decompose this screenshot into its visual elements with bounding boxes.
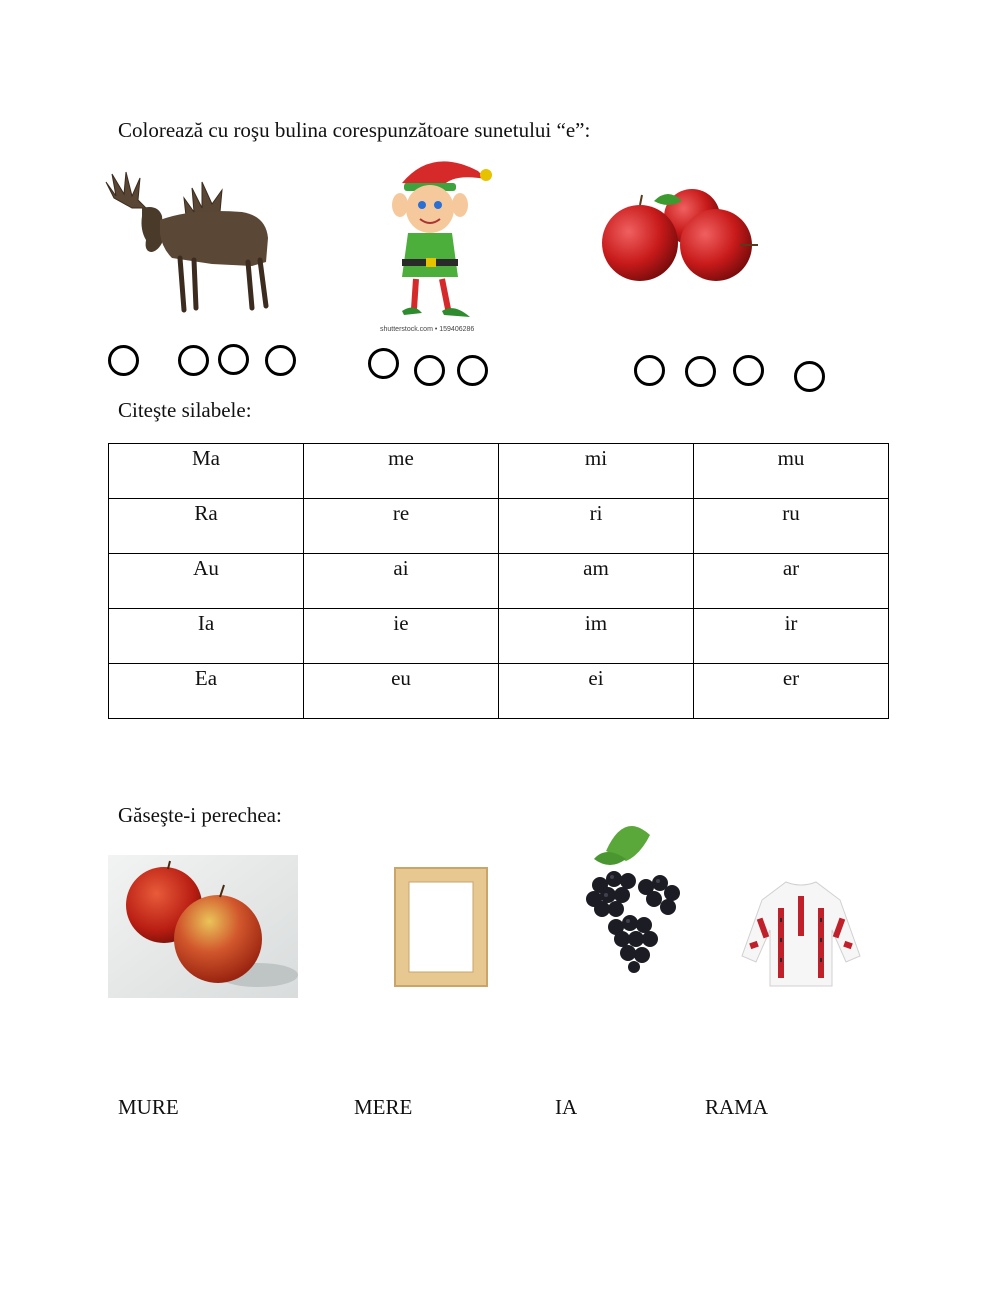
circle-moose-1[interactable] bbox=[108, 345, 139, 376]
table-cell: ei bbox=[499, 664, 694, 719]
table-cell: Au bbox=[109, 554, 304, 609]
circle-elf-1[interactable] bbox=[368, 348, 399, 379]
circle-moose-2[interactable] bbox=[178, 345, 209, 376]
table-cell: Ea bbox=[109, 664, 304, 719]
apples-photo-icon[interactable] bbox=[108, 855, 298, 998]
blackberries-photo-icon[interactable] bbox=[566, 815, 688, 975]
table-row bbox=[109, 444, 889, 499]
circle-elf-2[interactable] bbox=[414, 355, 445, 386]
table-cell: im bbox=[499, 609, 694, 664]
circle-apples-2[interactable] bbox=[685, 356, 716, 387]
table-cell: Ia bbox=[109, 609, 304, 664]
table-cell: am bbox=[499, 554, 694, 609]
table-cell: ie bbox=[304, 609, 499, 664]
table-row bbox=[109, 609, 889, 664]
elf-icon bbox=[382, 153, 494, 325]
watermark-text: shutterstock.com • 159406286 bbox=[380, 326, 475, 333]
table-cell: mi bbox=[499, 444, 694, 499]
circle-apples-1[interactable] bbox=[634, 355, 665, 386]
table-cell: ir bbox=[694, 609, 889, 664]
word-mere[interactable]: MERE bbox=[354, 1095, 413, 1119]
frame-photo-icon[interactable] bbox=[385, 860, 497, 990]
circle-apples-3[interactable] bbox=[733, 355, 764, 386]
table-cell: er bbox=[694, 664, 889, 719]
table-cell: ri bbox=[499, 499, 694, 554]
table-row bbox=[109, 554, 889, 609]
instruction-color-circles: Colorează cu roşu bulina corespunzătoare sunetului “e”: bbox=[118, 118, 591, 142]
table-cell: Ma bbox=[109, 444, 304, 499]
moose-icon bbox=[102, 168, 274, 318]
word-mure[interactable]: MURE bbox=[118, 1095, 179, 1119]
table-cell: ru bbox=[694, 499, 889, 554]
word-rama[interactable]: RAMA bbox=[705, 1095, 769, 1119]
instruction-read-syllables: Citeşte silabele: bbox=[118, 398, 252, 422]
apples-icon bbox=[600, 183, 762, 288]
table-cell: Ra bbox=[109, 499, 304, 554]
circle-moose-3[interactable] bbox=[218, 344, 249, 375]
syllables-table bbox=[108, 443, 889, 719]
circle-elf-3[interactable] bbox=[457, 355, 488, 386]
word-ia[interactable]: IA bbox=[555, 1095, 578, 1119]
circle-moose-4[interactable] bbox=[265, 345, 296, 376]
table-row bbox=[109, 499, 889, 554]
circle-apples-4[interactable] bbox=[794, 361, 825, 392]
table-row bbox=[109, 664, 889, 719]
instruction-find-pair: Găseşte-i perechea: bbox=[118, 803, 282, 827]
table-cell: me bbox=[304, 444, 499, 499]
table-cell: eu bbox=[304, 664, 499, 719]
table-cell: mu bbox=[694, 444, 889, 499]
table-cell: re bbox=[304, 499, 499, 554]
blouse-photo-icon[interactable] bbox=[740, 878, 862, 990]
table-cell: ai bbox=[304, 554, 499, 609]
table-cell: ar bbox=[694, 554, 889, 609]
